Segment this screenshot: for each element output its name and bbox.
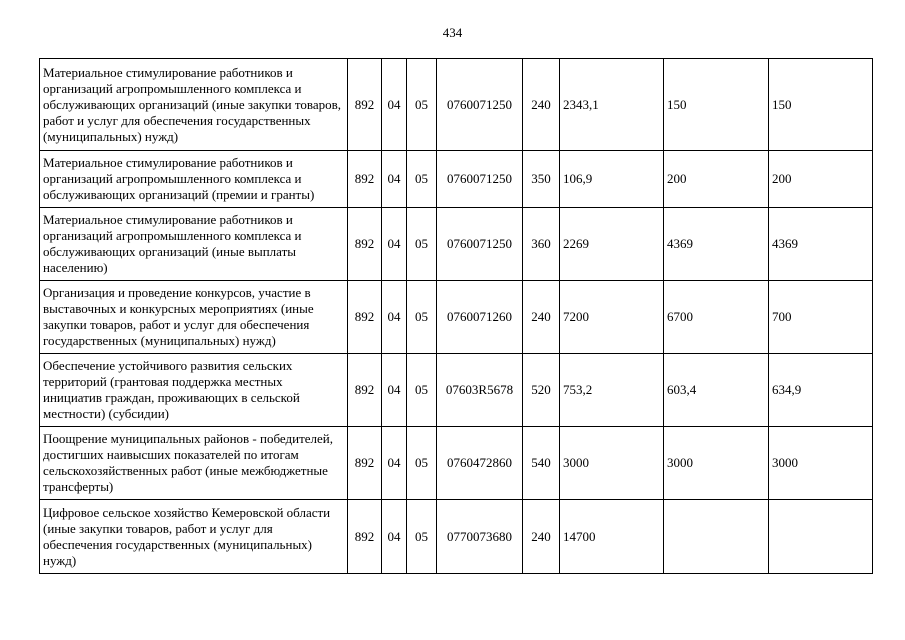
expense-type-code: 540 — [523, 427, 560, 500]
amount-year-3: 3000 — [769, 427, 873, 500]
amount-year-1: 2269 — [560, 208, 664, 281]
amount-year-3: 634,9 — [769, 354, 873, 427]
row-description: Организация и проведение конкурсов, участие в выставочных и конкурсных мероприятиях (иные закупки товаров, работ и услуг для обеспечения государственных (муниципальных) нужд) — [40, 281, 348, 354]
amount-year-1: 3000 — [560, 427, 664, 500]
table-row — [40, 151, 873, 208]
ministry-code: 892 — [348, 59, 382, 151]
subsection-code: 05 — [407, 354, 437, 427]
section-code: 04 — [382, 151, 407, 208]
subsection-code: 05 — [407, 59, 437, 151]
row-description: Обеспечение устойчивого развития сельских территорий (грантовая поддержка местных инициатив граждан, проживающих в сельской местности) (субсидии) — [40, 354, 348, 427]
row-description: Поощрение муниципальных районов - победителей, достигших наивысших показателей по итогам сельскохозяйственных работ (иные межбюджетные трансферты) — [40, 427, 348, 500]
page-number: 434 — [442, 25, 463, 40]
ministry-code: 892 — [348, 281, 382, 354]
table-row — [40, 208, 873, 281]
section-code: 04 — [382, 500, 407, 574]
section-code: 04 — [382, 354, 407, 427]
target-article-code: 0760071250 — [437, 208, 523, 281]
amount-year-2: 150 — [664, 59, 769, 151]
amount-year-3: 700 — [769, 281, 873, 354]
amount-year-1: 2343,1 — [560, 59, 664, 151]
expense-type-code: 360 — [523, 208, 560, 281]
expense-type-code: 520 — [523, 354, 560, 427]
ministry-code: 892 — [348, 354, 382, 427]
table-row — [40, 281, 873, 354]
amount-year-2: 6700 — [664, 281, 769, 354]
row-description: Материальное стимулирование работников и организаций агропромышленного комплекса и обслуживающих организаций (иные закупки товаров, работ и услуг для обеспечения государственных (муниципальных) нужд) — [40, 59, 348, 151]
table-row — [40, 354, 873, 427]
subsection-code: 05 — [407, 151, 437, 208]
amount-year-1: 7200 — [560, 281, 664, 354]
amount-year-2: 200 — [664, 151, 769, 208]
row-description: Цифровое сельское хозяйство Кемеровской области (иные закупки товаров, работ и услуг для обеспечения государственных (муниципальных) нужд) — [40, 500, 348, 574]
subsection-code: 05 — [407, 208, 437, 281]
ministry-code: 892 — [348, 151, 382, 208]
table-row — [40, 59, 873, 151]
row-description: Материальное стимулирование работников и организаций агропромышленного комплекса и обслуживающих организаций (премии и гранты) — [40, 151, 348, 208]
amount-year-2: 603,4 — [664, 354, 769, 427]
amount-year-3: 4369 — [769, 208, 873, 281]
amount-year-2 — [664, 500, 769, 574]
expense-type-code: 350 — [523, 151, 560, 208]
section-code: 04 — [382, 281, 407, 354]
ministry-code: 892 — [348, 427, 382, 500]
target-article-code: 0760472860 — [437, 427, 523, 500]
ministry-code: 892 — [348, 500, 382, 574]
amount-year-3 — [769, 500, 873, 574]
section-code: 04 — [382, 427, 407, 500]
subsection-code: 05 — [407, 500, 437, 574]
section-code: 04 — [382, 208, 407, 281]
ministry-code: 892 — [348, 208, 382, 281]
subsection-code: 05 — [407, 427, 437, 500]
expense-type-code: 240 — [523, 500, 560, 574]
budget-table — [39, 58, 873, 574]
amount-year-1: 14700 — [560, 500, 664, 574]
amount-year-1: 106,9 — [560, 151, 664, 208]
table-row — [40, 427, 873, 500]
row-description: Материальное стимулирование работников и организаций агропромышленного комплекса и обслуживающих организаций (иные выплаты населению) — [40, 208, 348, 281]
amount-year-3: 200 — [769, 151, 873, 208]
amount-year-3: 150 — [769, 59, 873, 151]
subsection-code: 05 — [407, 281, 437, 354]
target-article-code: 0770073680 — [437, 500, 523, 574]
table-row — [40, 500, 873, 574]
amount-year-2: 3000 — [664, 427, 769, 500]
target-article-code: 0760071260 — [437, 281, 523, 354]
expense-type-code: 240 — [523, 281, 560, 354]
section-code: 04 — [382, 59, 407, 151]
amount-year-1: 753,2 — [560, 354, 664, 427]
target-article-code: 07603R5678 — [437, 354, 523, 427]
amount-year-2: 4369 — [664, 208, 769, 281]
target-article-code: 0760071250 — [437, 59, 523, 151]
target-article-code: 0760071250 — [437, 151, 523, 208]
expense-type-code: 240 — [523, 59, 560, 151]
